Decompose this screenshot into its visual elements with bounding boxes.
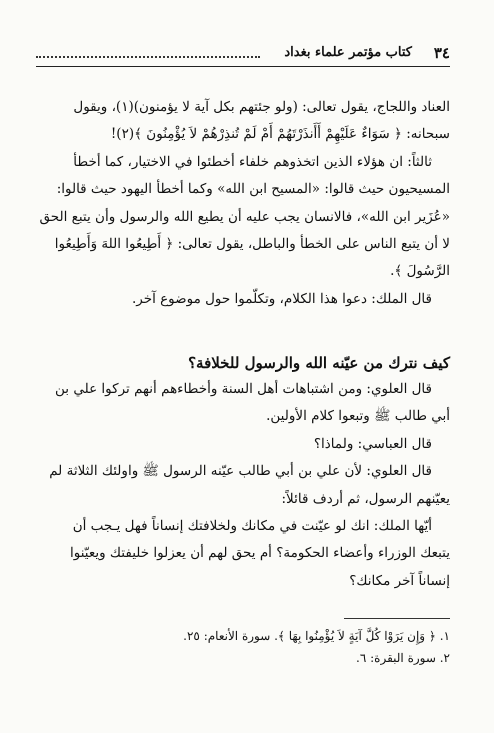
text-line: «عُزَير ابن الله»، فالانسان يجب عليه أن يطيع الله والرسول وأن يتبع الحق xyxy=(39,208,450,225)
text-line: قال الملك: دعوا هذا الكلام، وتكلّموا حول موضوع آخر. xyxy=(132,290,432,307)
text-block-top xyxy=(36,94,450,313)
footnote-2: ٢. سورة البقرة: ٦. xyxy=(356,651,450,665)
running-header xyxy=(36,44,450,67)
text-line: الرَّسُولَ ﴾. xyxy=(390,263,450,280)
page-number: ٣٤ xyxy=(433,44,450,62)
text-line: ثالثاً: ان هؤلاء الذين اتخذوهم خلفاء أخطئوا في الاختيار، كما أخطأ xyxy=(73,153,432,170)
text-block-bottom xyxy=(36,376,450,595)
footnotes xyxy=(36,625,450,669)
text-line: العناد واللجاج، يقول تعالى: (ولو جئتهم بكل آية لا يؤمنون)(١)، ويقول xyxy=(73,99,450,115)
text-line: يعيّنهم الرسول، ثم أردف قائلاً: xyxy=(281,490,450,507)
text-line: يتبعك الوزراء وأعضاء الحكومة؟ أم يحق لهم أن يعزلوا خليفتك ويعيّنوا xyxy=(69,545,450,562)
text-line: لا أن يتبع الناس على الخطأ والباطل، يقول تعالى: ﴿ أَطِيعُوا اللهَ وَأَطِيعُوا xyxy=(54,235,450,252)
text-line: أبي طالب ﷺ وتبعوا كلام الأولين. xyxy=(266,408,450,425)
text-line: إنساناً آخر مكانك؟ xyxy=(349,572,450,589)
text-line: قال العلوي: لأن علي بن أبي طالب عيّنه الرسول ﷺ واولئك الثلاثة لم xyxy=(49,463,432,480)
text-line: سبحانه: ﴿ سَوَاءٌ عَلَيْهِمْ أَأَنذَرْتَهُمْ أَمْ لَمْ تُنذِرْهُمْ لاَ يُؤْمِنُونَ ﴾(٢)! xyxy=(110,126,450,143)
book-title: كتاب مؤتمر علماء بغداد xyxy=(284,45,412,60)
header-dot-leader xyxy=(36,56,260,58)
text-line: أيّها الملك: انك لو عيّنت في مكانك ولخلافتك إنساناً فهل يـجب أن xyxy=(72,517,432,534)
footnote-1: ١. ﴿ وَإِن يَرَوْا كُلَّ آيَةٍ لاَ يُؤْمِنُوا بِهَا ﴾. سورة الأنعام: ٢٥. xyxy=(183,629,450,643)
section-heading: كيف نترك من عيّنه الله والرسول للخلافة؟ xyxy=(188,354,450,372)
text-line: قال العباسي: ولماذا؟ xyxy=(313,435,432,452)
text-line: المسيحيون حيث قالوا: «المسيح ابن الله» وكما أخطأ اليهود حيث قالوا: xyxy=(56,181,450,198)
text-line: قال العلوي: ومن اشتباهات أهل السنة وأخطاءهم أنهم تركوا علي بن xyxy=(55,381,432,397)
footnote-separator xyxy=(344,618,450,619)
